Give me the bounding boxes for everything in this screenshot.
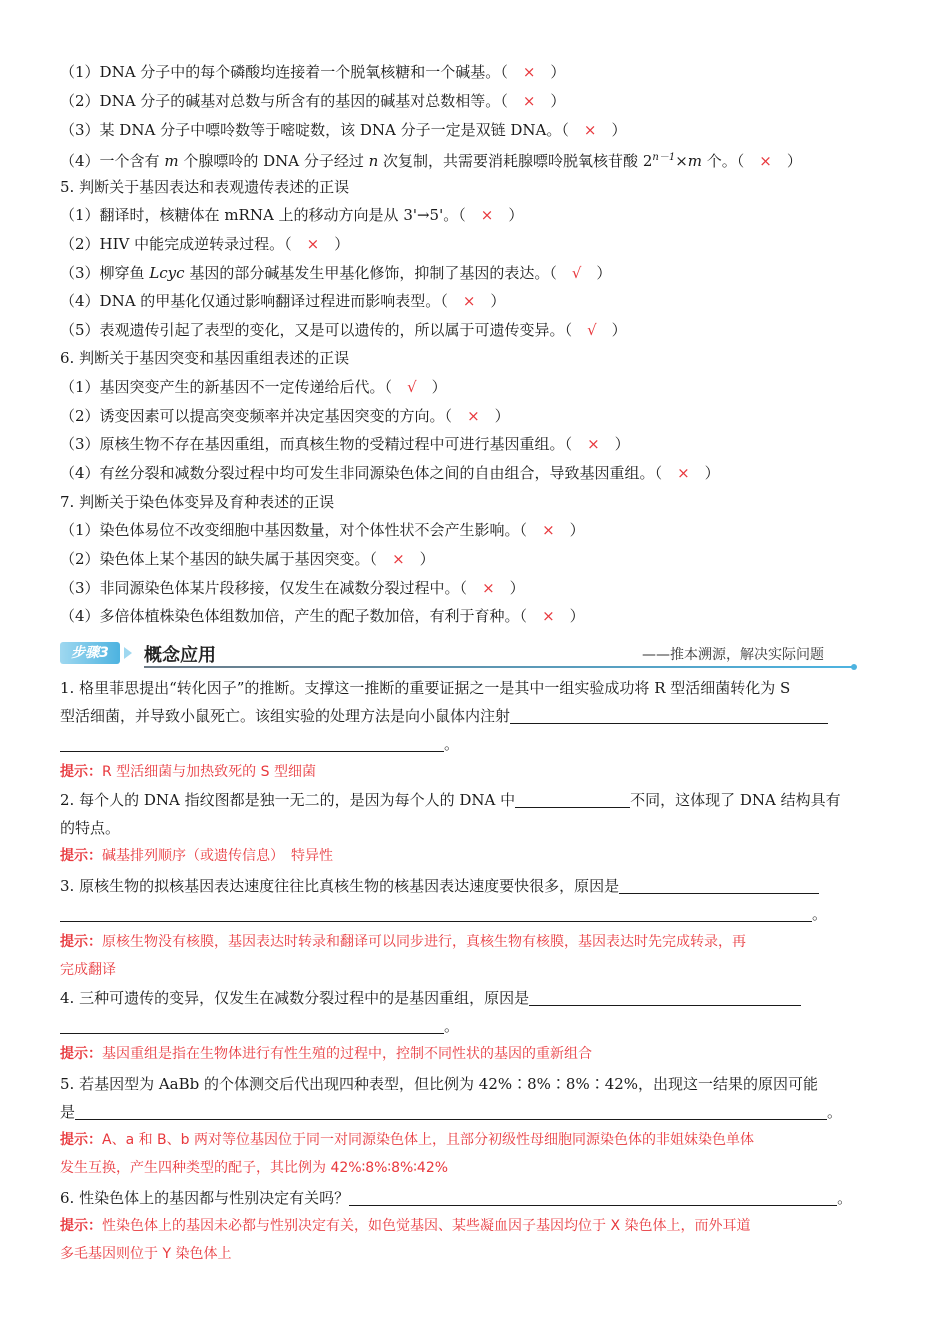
step-title: 概念应用 xyxy=(144,645,216,666)
hint-2: 提示：碱基排列顺序（或遗传信息） 特异性 xyxy=(60,848,333,864)
cross-mark: × xyxy=(677,464,690,482)
item-5-3: （3）柳穿鱼 Lcyc 基因的部分碱基发生甲基化修饰，抑制了基因的表达。（ √ ） xyxy=(60,264,612,282)
item-7-1: （1）染色体易位不改变细胞中基因数量，对个体性状不会产生影响。（ × ） xyxy=(60,521,585,539)
hint-1: 提示：R 型活细菌与加热致死的 S 型细菌 xyxy=(60,764,316,780)
question-4-line-1: 4. 三种可遗传的变异，仅发生在减数分裂过程中的是基因重组，原因是 xyxy=(60,988,801,1008)
hint-6-line-1: 提示：性染色体上的基因未必都与性别决定有关，如色觉基因、某些凝血因子基因均位于 X 染色体上，而外耳道 xyxy=(60,1218,751,1234)
cross-mark: × xyxy=(462,292,476,310)
question-2-line-1: 2. 每个人的 DNA 指纹图都是独一无二的，是因为每个人的 DNA 中 不同，这体现了 DNA 结构具有 xyxy=(60,791,841,809)
cross-mark: × xyxy=(480,206,494,224)
hint-6-line-2: 多毛基因则位于 Y 染色体上 xyxy=(60,1246,232,1262)
hint-3-line-2: 完成翻译 xyxy=(60,962,116,978)
cross-mark: × xyxy=(542,607,555,625)
question-1-line-1: 1. 格里菲思提出“转化因子”的推断。支撑这一推断的重要证据之一是其中一组实验成功将 R 型活细菌转化为 S xyxy=(60,679,791,697)
item-4-2: （2）DNA 分子的碱基对总数与所含有的基因的碱基对总数相等。（ × ） xyxy=(60,92,566,110)
hint-5-line-2: 发生互换，产生四种类型的配子，其比例为 42%∶8%∶8%∶42% xyxy=(60,1160,449,1176)
check-mark: √ xyxy=(571,264,582,282)
header-dot xyxy=(851,664,857,670)
item-6-1: （1）基因突变产生的新基因不一定传递给后代。（ √ ） xyxy=(60,378,447,396)
hint-5-line-1: 提示：A、a 和 B、b 两对等位基因位于同一对同源染色体上，且部分初级性母细胞同源染色体的非姐妹染色单体 xyxy=(60,1132,754,1148)
answer-blank[interactable] xyxy=(510,707,828,724)
cross-mark: × xyxy=(542,521,555,539)
question-6-line-1: 6. 性染色体上的基因都与性别决定有关吗？ 。 xyxy=(60,1189,853,1207)
item-6-3: （3）原核生物不存在基因重组，而真核生物的受精过程中可进行基因重组。（ × ） xyxy=(60,435,630,453)
header-rule xyxy=(144,666,854,668)
cross-mark: × xyxy=(583,121,597,139)
item-5-1: （1）翻译时，核糖体在 mRNA 上的移动方向是从 3'→5'。（ × ） xyxy=(60,206,524,224)
section-5-title: 5. 判断关于基因表达和表观遗传表述的正误 xyxy=(60,178,350,196)
cross-mark: × xyxy=(759,152,772,170)
item-6-2: （2）诱变因素可以提高突变频率并决定基因突变的方向。（ × ） xyxy=(60,407,510,425)
question-3-line-2: 。 xyxy=(60,904,827,924)
cross-mark: × xyxy=(522,63,536,81)
hint-4: 提示：基因重组是指在生物体进行有性生殖的过程中，控制不同性状的基因的重新组合 xyxy=(60,1046,592,1062)
item-6-4: （4）有丝分裂和减数分裂过程中均可发生非同源染色体之间的自由组合，导致基因重组。（ × ） xyxy=(60,464,720,482)
cross-mark: × xyxy=(392,550,405,568)
question-1-line-3: 。 xyxy=(60,734,459,754)
question-3-line-1: 3. 原核生物的拟核基因表达速度往往比真核生物的核基因表达速度要快很多，原因是 xyxy=(60,876,819,896)
question-5-line-2: 是 。 xyxy=(60,1103,843,1121)
check-mark: √ xyxy=(587,321,597,339)
section-7-title: 7. 判断关于染色体变异及育种表述的正误 xyxy=(60,493,335,511)
cross-mark: × xyxy=(482,579,495,597)
answer-blank[interactable] xyxy=(60,905,812,922)
answer-blank[interactable] xyxy=(529,989,801,1006)
item-7-3: （3）非同源染色体某片段移接，仅发生在减数分裂过程中。（ × ） xyxy=(60,579,525,597)
item-5-5: （5）表观遗传引起了表型的变化，又是可以遗传的，所以属于可遗传变异。（ √ ） xyxy=(60,321,627,339)
cross-mark: × xyxy=(522,92,536,110)
item-4-4: （4）一个含有 m 个腺嘌呤的 DNA 分子经过 n 次复制，共需要消耗腺嘌呤脱氧核苷酸 $2^{n-1}\times m$ 个。（ × ） xyxy=(60,152,802,170)
cross-mark: × xyxy=(587,435,600,453)
question-5-line-1: 5. 若基因型为 AaBb 的个体测交后代出现四种表型，但比例为 42%∶8%∶8%∶42%，出现这一结果的原因可能 xyxy=(60,1075,819,1093)
item-5-4: （4）DNA 的甲基化仅通过影响翻译过程进而影响表型。（ × ） xyxy=(60,292,506,310)
cross-mark: × xyxy=(467,407,480,425)
question-1-line-2: 型活细菌，并导致小鼠死亡。该组实验的处理方法是向小鼠体内注射 xyxy=(60,706,828,726)
answer-blank[interactable] xyxy=(515,791,630,808)
check-mark: √ xyxy=(407,378,417,396)
answer-blank[interactable] xyxy=(349,1189,837,1206)
item-5-2: （2）HIV 中能完成逆转录过程。（ × ） xyxy=(60,235,350,253)
answer-blank[interactable] xyxy=(60,735,444,752)
item-7-4: （4）多倍体植株染色体组数加倍，产生的配子数加倍，有利于育种。（ × ） xyxy=(60,607,585,625)
hint-3-line-1: 提示：原核生物没有核膜，基因表达时转录和翻译可以同步进行，真核生物有核膜，基因表达时先完成转录，再 xyxy=(60,934,746,950)
section-6-title: 6. 判断关于基因突变和基因重组表述的正误 xyxy=(60,349,350,367)
arrow-icon xyxy=(124,647,132,659)
item-4-1: （1）DNA 分子中的每个磷酸均连接着一个脱氧核糖和一个碱基。（ × ） xyxy=(60,63,566,81)
answer-blank[interactable] xyxy=(619,877,819,894)
step-badge: 步骤3 xyxy=(60,642,120,664)
answer-blank[interactable] xyxy=(60,1017,444,1034)
question-2-line-2: 的特点。 xyxy=(60,819,121,837)
answer-blank[interactable] xyxy=(75,1103,827,1120)
step-subtitle: ——推本溯源，解决实际问题 xyxy=(642,647,824,663)
step-3-header xyxy=(60,640,854,668)
item-7-2: （2）染色体上某个基因的缺失属于基因突变。（ × ） xyxy=(60,550,435,568)
cross-mark: × xyxy=(306,235,320,253)
question-4-line-2: 。 xyxy=(60,1016,459,1036)
item-4-3: （3）某 DNA 分子中嘌呤数等于嘧啶数，该 DNA 分子一定是双链 DNA。（ × ） xyxy=(60,121,627,139)
